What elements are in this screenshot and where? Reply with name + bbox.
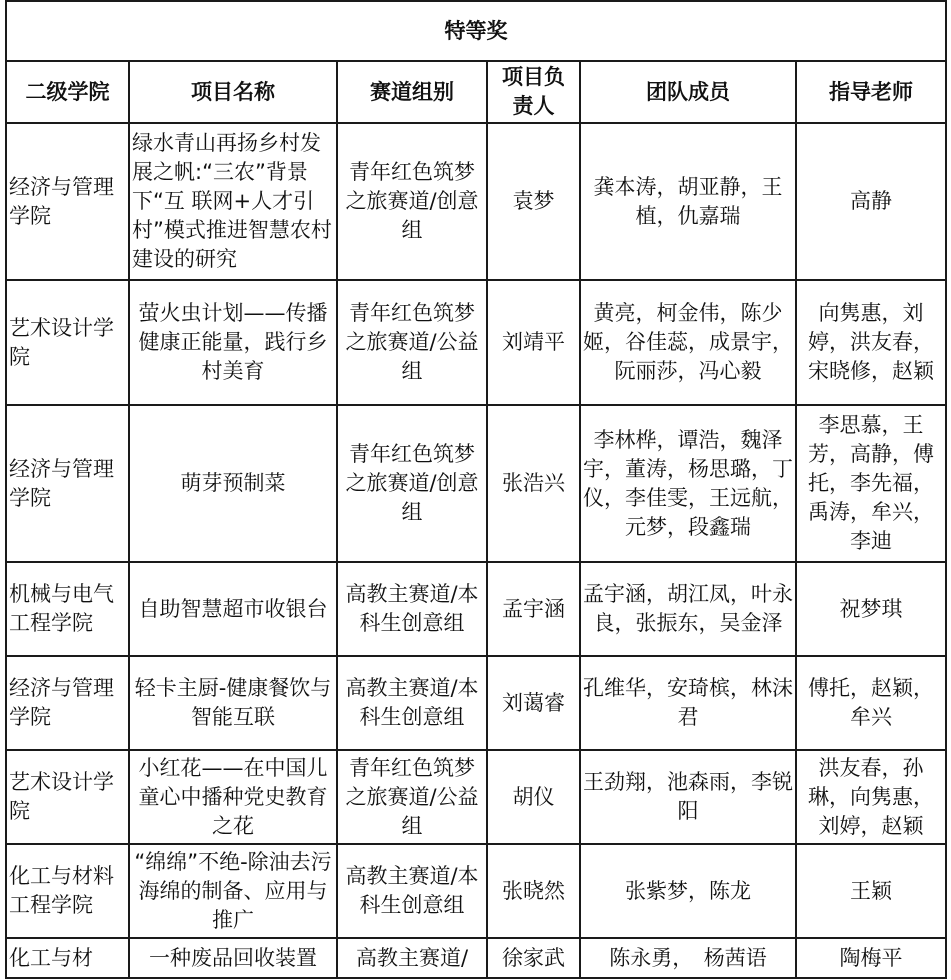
cell-advisor: 王颖: [796, 844, 946, 938]
cell-advisor: 高静: [796, 123, 946, 280]
cell-project: “绵绵”不绝-除油去污海绵的制备、应用与推广: [129, 844, 337, 938]
cell-track: 高教主赛道/本科生创意组: [337, 656, 487, 750]
cell-advisor: 向隽惠，刘婷，洪友春，宋晓修，赵颖: [796, 280, 946, 405]
cell-track: 青年红色筑梦之旅赛道/创意组: [337, 405, 487, 562]
cell-members: 王劲翔，池森雨，李锐阳: [580, 750, 796, 844]
cell-college: 艺术设计学院: [6, 750, 129, 844]
cell-advisor: 祝梦琪: [796, 562, 946, 656]
table-row: [6, 405, 946, 562]
cell-advisor: 洪友春，孙琳，向隽惠，刘婷，赵颖: [796, 750, 946, 844]
cell-college: 机械与电气工程学院: [6, 562, 129, 656]
cell-college: 经济与管理学院: [6, 405, 129, 562]
cell-project: 萤火虫计划——传播健康正能量，践行乡村美育: [129, 280, 337, 405]
award-table: [5, 0, 947, 979]
cell-members: 陈永勇， 杨茜语: [580, 938, 796, 978]
cell-leader: 张晓然: [487, 844, 580, 938]
header-college: 二级学院: [6, 61, 129, 123]
header-leader: 项目负责人: [487, 61, 580, 123]
cell-track: 高教主赛道/本科生创意组: [337, 844, 487, 938]
cell-project: 轻卡主厨-健康餐饮与智能互联: [129, 656, 337, 750]
cell-college: 经济与管理学院: [6, 656, 129, 750]
cell-college: 化工与材: [6, 938, 129, 978]
cell-leader: 袁梦: [487, 123, 580, 280]
cell-college: 化工与材料工程学院: [6, 844, 129, 938]
cell-advisor: 傅托，赵颖，牟兴: [796, 656, 946, 750]
cell-track: 高教主赛道/: [337, 938, 487, 978]
cell-members: 孟宇涵，胡江凤，叶永良，张振东，吴金泽: [580, 562, 796, 656]
cell-leader: 孟宇涵: [487, 562, 580, 656]
table-row: [6, 844, 946, 938]
title-row: [6, 1, 946, 61]
header-project: 项目名称: [129, 61, 337, 123]
table-row: [6, 280, 946, 405]
cell-members: 龚本涛，胡亚静，王植，仇嘉瑞: [580, 123, 796, 280]
cell-leader: 徐家武: [487, 938, 580, 978]
cell-college: 经济与管理学院: [6, 123, 129, 280]
cell-advisor: 李思慕，王芳，高静，傅托，李先福，禹涛，牟兴，李迪: [796, 405, 946, 562]
cell-members: 孔维华，安琦槟，林沫君: [580, 656, 796, 750]
cell-project: 萌芽预制菜: [129, 405, 337, 562]
header-advisor: 指导老师: [796, 61, 946, 123]
cell-project: 绿水青山再扬乡村发展之帆:“三农”背景下“互 联网+人才引村”模式推进智慧农村建设的研究: [129, 123, 337, 280]
cell-members: 黄亮，柯金伟，陈少姬，谷佳蕊，成景宇，阮丽莎，冯心毅: [580, 280, 796, 405]
cell-project: 小红花——在中国儿童心中播种党史教育之花: [129, 750, 337, 844]
cell-college: 艺术设计学院: [6, 280, 129, 405]
cell-leader: 张浩兴: [487, 405, 580, 562]
cell-project: 自助智慧超市收银台: [129, 562, 337, 656]
header-members: 团队成员: [580, 61, 796, 123]
table-title: 特等奖: [6, 1, 946, 61]
table-row: [6, 562, 946, 656]
cell-members: 李林桦，谭浩，魏泽宇，董涛，杨思璐，丁仪，李佳雯，王远航，元梦，段鑫瑞: [580, 405, 796, 562]
cell-track: 青年红色筑梦之旅赛道/创意组: [337, 123, 487, 280]
cell-track: 青年红色筑梦之旅赛道/公益组: [337, 280, 487, 405]
table-row: [6, 656, 946, 750]
cell-members: 张紫梦，陈龙: [580, 844, 796, 938]
table-row: [6, 750, 946, 844]
cell-track: 高教主赛道/本科生创意组: [337, 562, 487, 656]
table-row: [6, 938, 946, 978]
cell-leader: 刘蔼睿: [487, 656, 580, 750]
cell-advisor: 陶梅平: [796, 938, 946, 978]
cell-leader: 刘靖平: [487, 280, 580, 405]
header-row: [6, 61, 946, 123]
header-track: 赛道组别: [337, 61, 487, 123]
table-row: [6, 123, 946, 280]
cell-leader: 胡仪: [487, 750, 580, 844]
cell-project: 一种废品回收装置: [129, 938, 337, 978]
cell-track: 青年红色筑梦之旅赛道/公益组: [337, 750, 487, 844]
